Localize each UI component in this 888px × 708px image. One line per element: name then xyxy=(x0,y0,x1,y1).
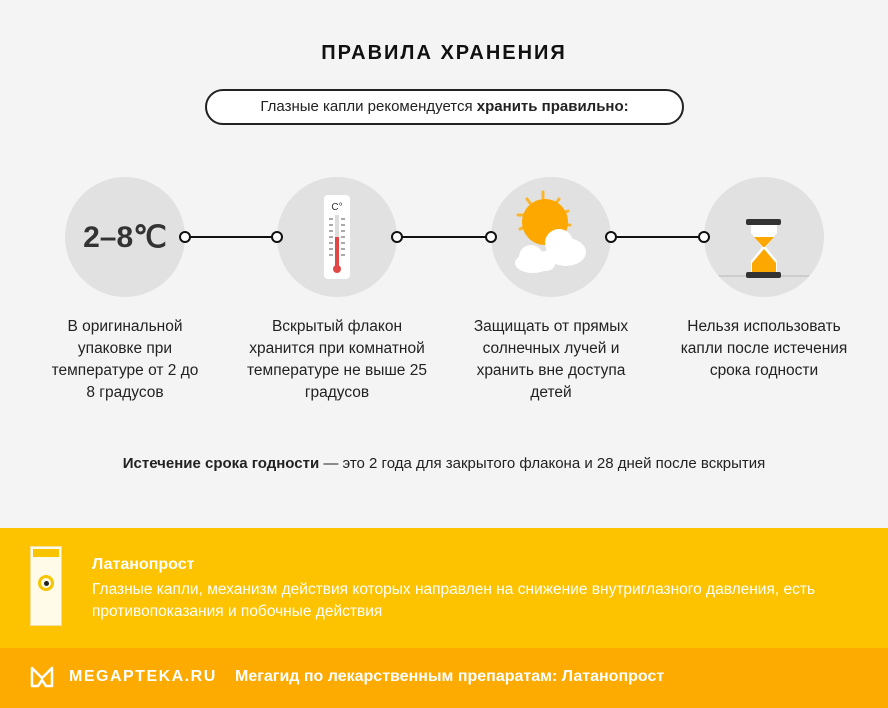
note-text: — это 2 года для закрытого флакона и 28 дней после вскрытия xyxy=(319,455,766,472)
hourglass-icon xyxy=(704,177,824,297)
step-caption: Защищать от прямых солнечных лучей и хранить вне доступа детей xyxy=(473,318,629,401)
connector-line xyxy=(611,236,704,238)
drug-name[interactable]: Латанопрост xyxy=(92,556,195,573)
step-caption: Нельзя использовать капли после истечения срока годности xyxy=(680,318,848,379)
step-circle-temperature xyxy=(65,177,185,297)
step-caption: Вскрытый флакон хранится при комнатной температуре не выше 25 градусов xyxy=(247,318,427,401)
connector-line xyxy=(397,236,491,238)
step-circle-thermometer xyxy=(277,177,397,297)
subtitle-bold: хранить правильно: xyxy=(476,98,629,115)
drug-box-image xyxy=(30,546,62,626)
svg-text:C°: C° xyxy=(331,202,343,213)
connector-dot xyxy=(485,231,497,243)
connector-line xyxy=(185,236,277,238)
connector-dot xyxy=(271,231,283,243)
step-caption: В оригинальной упаковке при температуре от 2 до 8 градусов xyxy=(51,318,199,401)
expiry-note xyxy=(0,455,888,472)
subtitle-pill xyxy=(205,89,684,125)
megapteka-logo-icon xyxy=(29,665,55,689)
step-circle-hourglass xyxy=(704,177,824,297)
page-title: ПРАВИЛА ХРАНЕНИЯ xyxy=(321,42,567,64)
thermometer-icon xyxy=(277,177,397,297)
connector-dot xyxy=(391,231,403,243)
sun-cloud-icon xyxy=(491,177,611,297)
connector-dot xyxy=(179,231,191,243)
step-circle-sun xyxy=(491,177,611,297)
drug-description: Глазные капли, механизм действия которых направлен на снижение внутриглазного давления, есть противопоказания и побочные действия xyxy=(92,581,816,620)
connector-dot xyxy=(698,231,710,243)
logo-text[interactable]: MEGAPTEKA.RU xyxy=(69,668,217,685)
subtitle-text: Глазные капли рекомендуется xyxy=(260,98,477,115)
temperature-range-icon: 2–8℃ xyxy=(83,221,167,254)
connector-dot xyxy=(605,231,617,243)
note-bold: Истечение срока годности xyxy=(122,455,320,472)
footer-guide-link[interactable]: Мегагид по лекарственным препаратам: Латанопрост xyxy=(235,668,665,685)
